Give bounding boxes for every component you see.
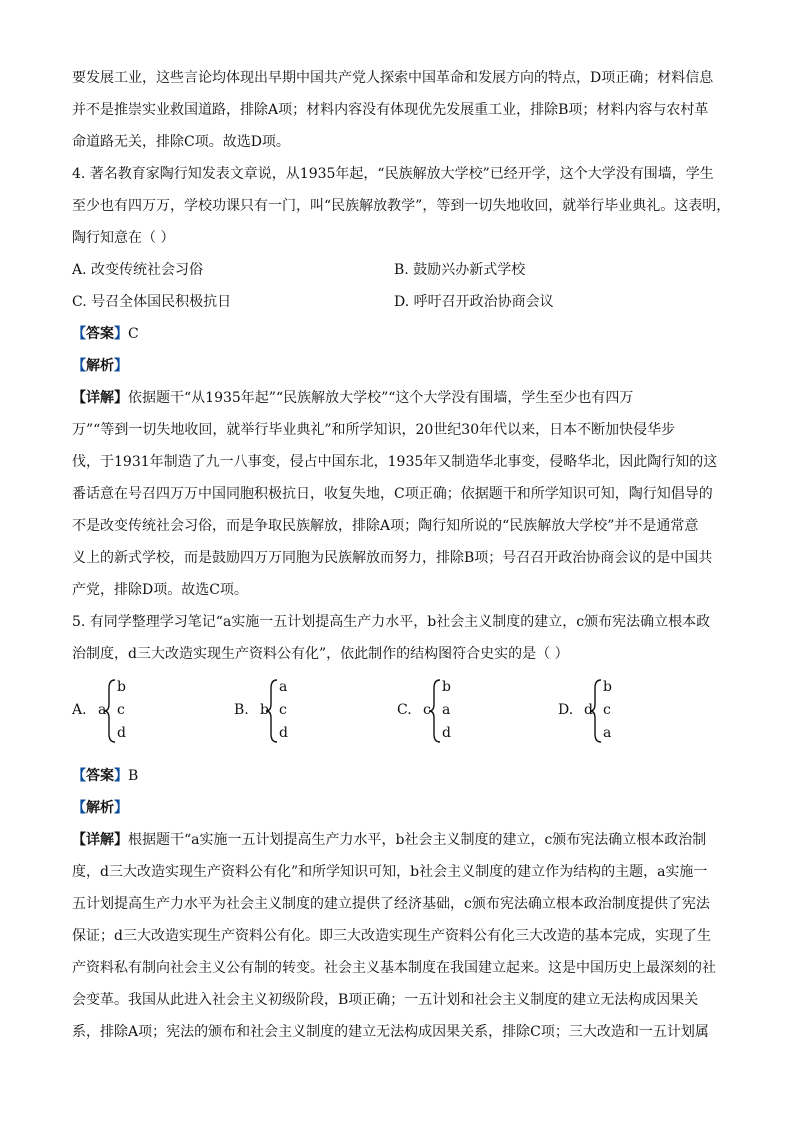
document-page [72, 62, 731, 1048]
diagram-root: c [423, 702, 431, 718]
analysis-line [72, 350, 724, 382]
diagram-root: b [260, 702, 269, 718]
text-line: 并不是推崇实业救国道路，排除A项；材料内容没有体现优先发展重工业，排除B项；材料内容与农村革 [72, 102, 709, 118]
options-row [72, 254, 724, 286]
text-line: 命道路无关，排除C项。故选D项。 [72, 134, 290, 150]
option-label: C. [397, 702, 412, 718]
detail-line: 不是改变传统社会习俗，而是争取民族解放，排除A项；陶行知所说的“民族解放大学校”并不是通常意 [72, 518, 699, 534]
option-d: D. 呼吁召开政治协商会议 [394, 294, 554, 310]
question-5 [72, 606, 724, 1048]
branch-item: a [279, 679, 288, 695]
branch-item: b [117, 679, 126, 695]
detail-line: 会变革。我国从此进入社会主义初级阶段，B项正确；一五计划和社会主义制度的建立无法构成因果关 [72, 992, 699, 1008]
brace-icon [103, 678, 117, 744]
branch-item: a [442, 702, 451, 718]
option-b: B. 鼓励兴办新式学校 [394, 262, 526, 278]
text-line: 要发展工业，这些言论均体现出早期中国共产党人探索中国革命和发展方向的特点，D项正确；材料信息 [72, 70, 714, 86]
question-4 [72, 158, 731, 606]
detail-line: 产党，排除D项。故选C项。 [72, 582, 248, 598]
brace-icon [589, 678, 603, 744]
diagram-branches [442, 676, 451, 745]
answer-line [72, 760, 724, 792]
branch-item: d [442, 725, 451, 741]
detail-line: 度，d三大改造实现生产资料公有化”和所学知识可知，b社会主义制度的建立作为结构的主题，a实施一 [72, 864, 708, 880]
question-stem-line: 至少也有四万万，学校功课只有一门，叫“民族解放教学”，等到一切失地收回，就举行毕业典礼。这表明， [72, 198, 731, 214]
detail-line: 保证；d三大改造实现生产资料公有化。即三大改造实现生产资料公有化三大改造的基本完成，实现了生 [72, 928, 711, 944]
detail-line: 义上的新式学校，而是鼓励四万万同胞为民族解放而努力，排除B项；号召召开政治协商会议的是中国共 [72, 550, 713, 566]
detail-line: 产资料私有制向社会主义公有制的转变。社会主义基本制度在我国建立起来。这是中国历史上最深刻的社 [72, 960, 716, 976]
option-a: A. 改变传统社会习俗 [72, 262, 204, 278]
branch-item: b [442, 679, 451, 695]
branch-item: c [117, 702, 125, 718]
option-label: B. [234, 702, 249, 718]
question-stem-line: 5. 有同学整理学习笔记“a实施一五计划提高生产力水平，b社会主义制度的建立，c颁布宪法确立根本政 [72, 614, 711, 630]
analysis-line [72, 792, 724, 824]
options-row [72, 286, 724, 318]
diagram-branches [603, 676, 612, 745]
detail-line: 五计划提高生产力水平为社会主义制度的建立提供了经济基础，c颁布宪法确立根本政治制度提供了宪法 [72, 896, 710, 912]
structure-diagram-options [72, 678, 724, 754]
detail-line: 【详解】依据题干“从1935年起”“民族解放大学校”“这个大学没有围墙，学生至少也有四万 [72, 390, 634, 406]
brace-icon [265, 678, 279, 744]
detail-tag: 【详解】 [72, 832, 128, 848]
answer-line [72, 318, 724, 350]
branch-item: d [279, 725, 288, 741]
answer-tag: 【答案】 [72, 326, 128, 342]
diagram-branches [279, 676, 288, 745]
detail-line: 【详解】根据题干“a实施一五计划提高生产力水平，b社会主义制度的建立，c颁布宪法确立根本政治制 [72, 832, 707, 848]
analysis-tag: 【解析】 [72, 358, 128, 374]
branch-item: d [117, 725, 126, 741]
branch-item: a [603, 725, 612, 741]
diagram-root: d [584, 702, 593, 718]
question-stem-line: 陶行知意在（ ） [72, 230, 175, 246]
detail-line: 万”“等到一切失地收回，就举行毕业典礼”和所学知识，20世纪30年代以来，日本不断加快侵华步 [72, 422, 676, 438]
intro-paragraph [72, 62, 724, 158]
branch-item: c [279, 702, 287, 718]
detail-line: 系，排除A项；宪法的颁布和社会主义制度的建立无法构成因果关系，排除C项；三大改造和一五计划属 [72, 1024, 709, 1040]
option-c: C. 号召全体国民积极抗日 [72, 294, 232, 310]
answer-tag: 【答案】 [72, 768, 128, 784]
brace-icon [428, 678, 442, 744]
question-stem-line: 治制度，d三大改造实现生产资料公有化”，依此制作的结构图符合史实的是（ ） [72, 646, 569, 662]
detail-tag: 【详解】 [72, 390, 128, 406]
analysis-tag: 【解析】 [72, 800, 128, 816]
option-label: D. [558, 702, 574, 718]
option-label: A. [72, 702, 87, 718]
diagram-branches [117, 676, 126, 745]
branch-item: c [603, 702, 611, 718]
detail-line: 伐，于1931年制造了九一八事变，侵占中国东北，1935年又制造华北事变，侵略华北，因此陶行知的这 [72, 454, 718, 470]
answer-value: C [128, 326, 139, 342]
diagram-root: a [98, 702, 107, 718]
question-stem-line: 4. 著名教育家陶行知发表文章说，从1935年起，“民族解放大学校”已经开学，这个大学没有围墙，学生 [72, 166, 714, 182]
branch-item: b [603, 679, 612, 695]
answer-value: B [128, 768, 139, 784]
detail-line: 番话意在号召四万万中国同胞积极抗日，收复失地，C项正确；依据题干和所学知识可知，陶行知倡导的 [72, 486, 713, 502]
